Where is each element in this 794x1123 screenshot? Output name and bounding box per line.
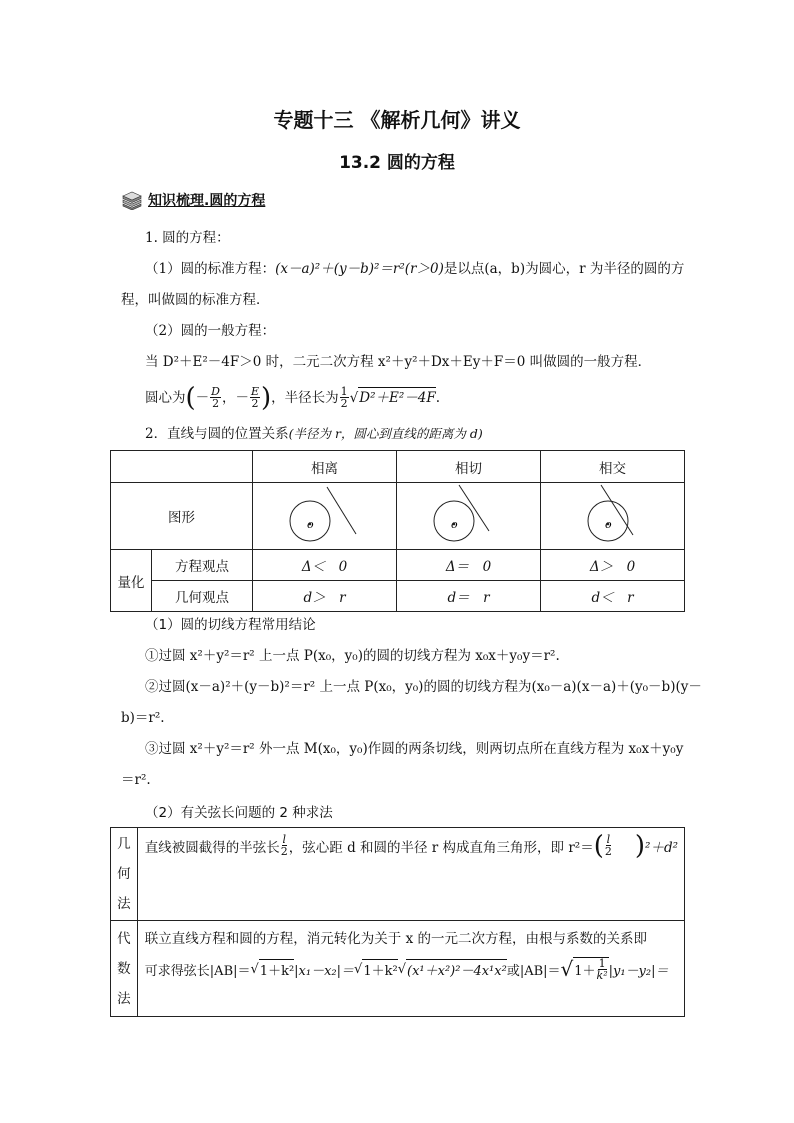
half-chord-fraction [281, 834, 288, 857]
table-corner [111, 451, 253, 483]
alg-line-2: 可求得弦长|AB|＝ √ 1＋k² |x₁－x₂|＝ √ 1＋k² √ (x¹＋x²)²－4x¹x² 或|AB|＝ √ 1＋ $\frac{1}{\text{k²}}$ |y₁－y₂|＝ [144, 957, 669, 982]
center-prefix: 圆心为 [145, 389, 186, 406]
header-tangent: 相切 [397, 451, 541, 483]
alg-text-a: 可求得弦长|AB|＝ [144, 963, 251, 979]
left-paren: ( [593, 830, 604, 861]
p2-heading-note: (半径为 r，圆心到直线的距离为 d) [288, 426, 483, 441]
relation-table [110, 450, 685, 612]
frac-num: 1 [340, 385, 348, 398]
radius-fraction [340, 386, 349, 409]
p1-center-radius [145, 382, 441, 413]
geo-intersect: d＜ r [541, 581, 685, 612]
sqrt-4-a: 1＋ [574, 964, 596, 979]
figure-tangent [397, 483, 541, 550]
figure-label: 图形 [111, 483, 253, 550]
geometric-method-row [111, 828, 685, 921]
tangent-item-1: ①过圆 x²＋y²＝r² 上一点 P(x₀，y₀)的圆的切线方程为 x₀x＋y₀y＝r². [145, 648, 560, 664]
books-icon [121, 190, 143, 210]
frac-num: l [606, 833, 611, 846]
comma: ， [221, 389, 236, 406]
frac-num: E [250, 385, 260, 398]
label-char: 几 [117, 836, 131, 852]
geo-text: 直线被圆截得的半弦长 [144, 839, 280, 856]
frac-den: 2 [604, 845, 612, 858]
inv-k-fraction [597, 958, 608, 981]
table-header-row [111, 451, 685, 483]
page-title: 专题十三 《解析几何》讲义 [273, 108, 521, 132]
frac-den: 2 [251, 397, 259, 410]
eq-tangent: Δ＝ 0 [397, 550, 541, 581]
center-label: o [451, 518, 458, 531]
tangent-item-2-cont: b)＝r². [121, 710, 165, 726]
p1-general-cond: 当 D²＋E²－4F＞0 时，二元二次方程 x²＋y²＋Dx＋Ey＋F＝0 叫做圆的一般方程． [145, 354, 652, 370]
sqrt-term-4 [573, 957, 608, 981]
label-char: 何 [117, 866, 131, 882]
radius-sqrt: D²＋E²－4F [358, 387, 435, 408]
geo-label: 几何观点 [152, 581, 253, 612]
intersect-diagram [541, 483, 684, 545]
right-paren: ) [634, 830, 646, 861]
minus-sign: － [195, 389, 210, 406]
p2-heading: 2．直线与圆的位置关系 [145, 426, 289, 442]
eq-intersect: Δ＞ 0 [541, 550, 685, 581]
separate-diagram [253, 483, 396, 545]
period: . [435, 389, 441, 406]
half-chord-fraction-2 [605, 834, 612, 857]
geometric-line [138, 828, 684, 861]
figure-intersect [541, 483, 685, 550]
label-char: 法 [117, 990, 131, 1007]
p2-heading-row [145, 424, 483, 444]
chord-methods-table [110, 827, 685, 1017]
p1-standard-cont: 程，叫做圆的标准方程． [121, 292, 270, 308]
alg-line-1: 联立直线方程和圆的方程，消元转化为关于 x 的一元二次方程，由根与系数的关系即 [144, 931, 647, 947]
frac-den: 2 [340, 397, 348, 410]
right-paren: ) [261, 382, 272, 413]
std-desc: 是以点(a，b)为圆心，r 为半径的圆的方 [443, 261, 685, 277]
frac-num: D [211, 385, 220, 398]
alg-text-c: 或|AB|＝ [506, 963, 561, 979]
header-separate: 相离 [253, 451, 397, 483]
section-label: 知识梳理.圆的方程 [148, 193, 266, 209]
label-char: 数 [117, 960, 131, 977]
header-intersect: 相交 [541, 451, 685, 483]
tangent-diagram [397, 483, 540, 545]
frac-num: 1 [598, 957, 606, 970]
std-label: （1）圆的标准方程： [145, 261, 276, 277]
tangent-item-2: ②过圆(x－a)²＋(y－b)²＝r² 上一点 P(x₀，y₀)的圆的切线方程为(x₀－a)(x－a)＋(y₀－b)(y－ [145, 679, 702, 695]
sqrt-term-3: (x¹＋x²)²－4x¹x² [406, 959, 507, 979]
chord-heading: （2）有关弦长问题的 2 种求法 [145, 805, 333, 821]
sqrt-term-2: 1＋k² [362, 959, 397, 979]
geo-text-2: ，弦心距 d 和圆的半径 r 构成直角三角形，即 r²＝ [288, 839, 594, 856]
geo-row [111, 581, 685, 612]
figure-row [111, 483, 685, 550]
alg-text-b: |x₁－x₂|＝ [294, 963, 355, 979]
sqrt-sign: √ [349, 389, 359, 406]
quant-label: 量化 [111, 550, 152, 612]
radius-prefix: ，半径长为 [271, 389, 339, 406]
algebraic-method-text [137, 921, 684, 1017]
geometric-method-text [137, 828, 684, 921]
center-label: o [307, 518, 314, 531]
p1-general-label: （2）圆的一般方程： [145, 323, 276, 339]
sqrt-term-1: 1＋k² [259, 959, 294, 979]
frac-den: k² [596, 969, 608, 982]
algebraic-method-label [111, 921, 138, 1017]
tangent-item-3-cont: ＝r². [121, 772, 151, 788]
geo-tail: ²＋d² [645, 839, 678, 856]
label-char: 法 [117, 896, 131, 912]
frac-den: 2 [212, 397, 220, 410]
p1-standard [145, 259, 684, 279]
geo-tangent: d＝ r [397, 581, 541, 612]
center-label: o [605, 518, 612, 531]
eq-row [111, 550, 685, 581]
geometric-method-label [111, 828, 138, 921]
alg-text-d: |y₁－y₂|＝ [608, 963, 669, 979]
label-char: 代 [117, 930, 131, 947]
eq-separate: Δ＜ 0 [253, 550, 397, 581]
frac-num: l [282, 833, 287, 846]
figure-separate [253, 483, 397, 550]
std-eq: (x－a)²＋(y－b)²＝r²(r＞0) [275, 261, 444, 277]
geo-separate: d＞ r [253, 581, 397, 612]
section-subtitle: 13.2 圆的方程 [339, 153, 455, 173]
eq-label: 方程观点 [152, 550, 253, 581]
center-x-fraction [210, 386, 221, 409]
left-paren: ( [185, 382, 196, 413]
p1-heading: 1. 圆的方程： [145, 230, 230, 246]
center-y-fraction [250, 386, 260, 409]
minus-sign: － [235, 389, 249, 406]
frac-den: 2 [280, 845, 288, 858]
tangent-heading: （1）圆的切线方程常用结论 [145, 617, 316, 633]
tangent-item-3: ③过圆 x²＋y²＝r² 外一点 M(x₀，y₀)作圆的两条切线，则两切点所在直线方程为 x₀x＋y₀y [145, 741, 684, 757]
section-heading [121, 189, 265, 211]
algebraic-method-row [111, 921, 685, 1017]
